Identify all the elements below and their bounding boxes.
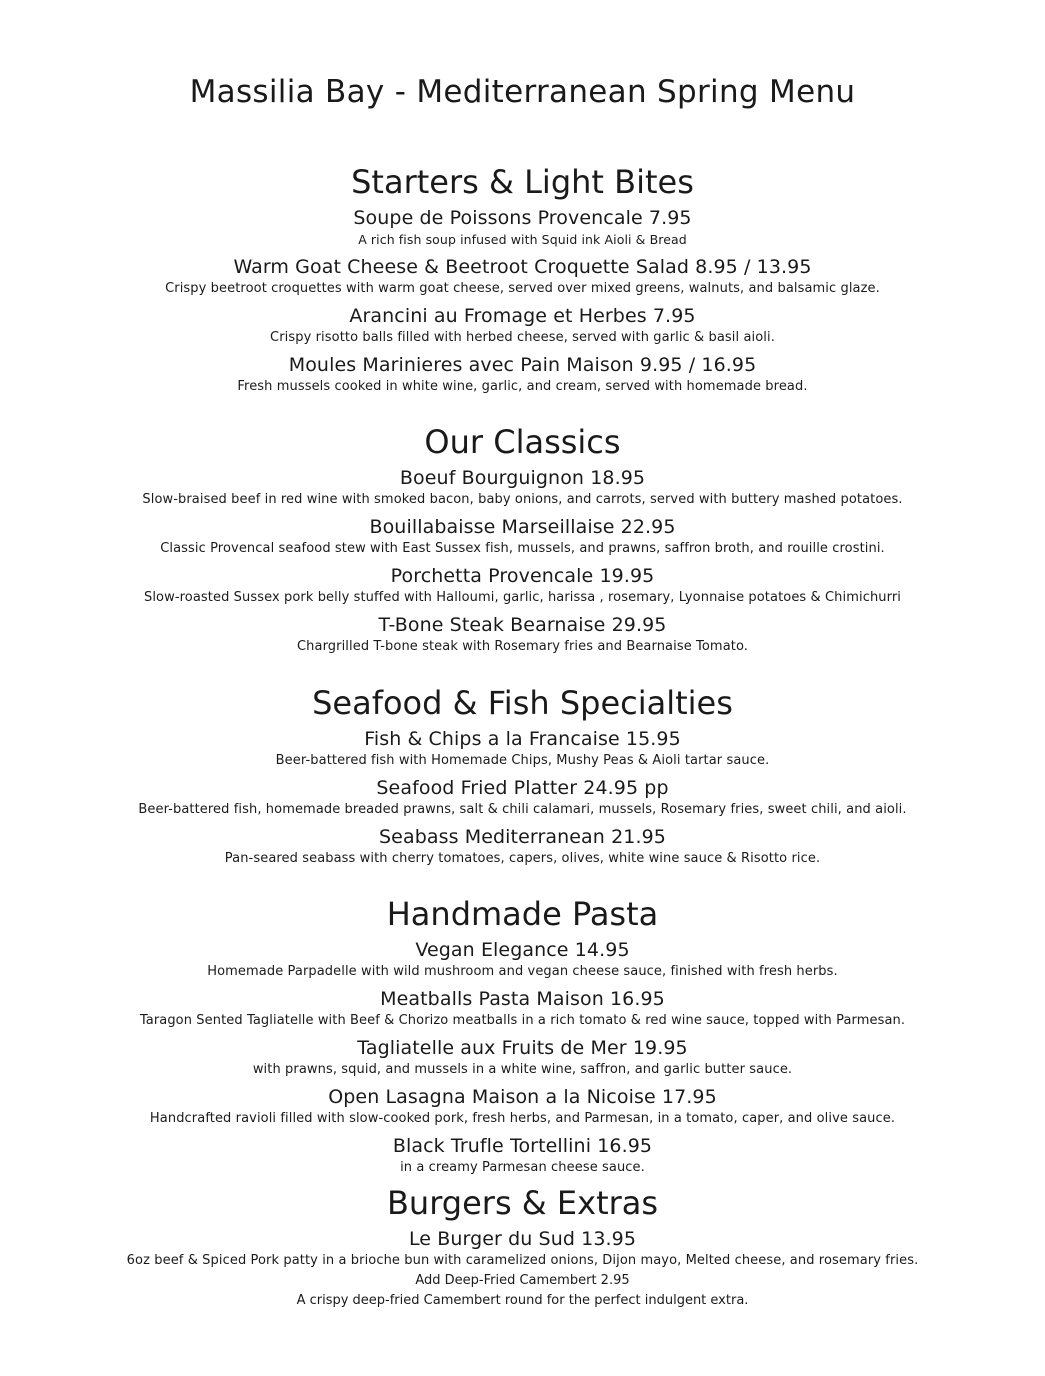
menu-item-description: Beer-battered fish with Homemade Chips, Mushy Peas & Aioli tartar sauce. [275,753,770,768]
menu-item-description: Classic Provencal seafood stew with East Sussex fish, mussels, and prawns, saffron broth, and rouille crostini. [160,541,885,556]
extra-item-description: A crispy deep-fried Camembert round for the perfect indulgent extra. [296,1293,749,1308]
section-heading: Starters & Light Bites [351,163,694,201]
menu-item-name: Fish & Chips a la Francaise 15.95 [364,728,681,750]
menu-item-name: Bouillabaisse Marseillaise 22.95 [369,516,676,538]
menu-item-name: Arancini au Fromage et Herbes 7.95 [349,305,696,327]
menu-item-description: Pan-seared seabass with cherry tomatoes, capers, olives, white wine sauce & Risotto rice. [224,851,821,866]
menu-item-name: T-Bone Steak Bearnaise 29.95 [378,614,667,636]
menu-item-description: Beer-battered fish, homemade breaded prawns, salt & chili calamari, mussels, Rosemary fries, sweet chili, and aioli. [138,802,907,817]
menu-item-description: A rich fish soup infused with Squid ink Aioli & Bread [358,232,687,247]
menu-item-name: Open Lasagna Maison a la Nicoise 17.95 [328,1086,717,1108]
menu-item-name: Seafood Fried Platter 24.95 pp [376,777,669,799]
menu-item-name: Porchetta Provencale 19.95 [390,565,655,587]
section-seafood [0,683,1045,874]
section-heading: Our Classics [424,423,621,461]
menu-item-description: Slow-braised beef in red wine with smoked bacon, baby onions, and carrots, served with buttery mashed potatoes. [142,492,903,507]
menu-item-description: with prawns, squid, and mussels in a white wine, saffron, and garlic butter sauce. [252,1062,793,1077]
extra-item-name: Add Deep-Fried Camembert 2.95 [415,1273,630,1288]
section-heading: Seafood & Fish Specialties [312,684,733,722]
section-heading: Burgers & Extras [386,1184,659,1222]
menu-item-name: Seabass Mediterranean 21.95 [379,826,666,848]
menu-item-name: Le Burger du Sud 13.95 [408,1228,637,1250]
menu-title: Massilia Bay - Mediterranean Spring Menu [189,74,856,110]
menu-item-description: 6oz beef & Spiced Pork patty in a brioche bun with caramelized onions, Dijon mayo, Melted cheese, and rosemary fries. [126,1253,919,1268]
menu-item-description: Chargrilled T-bone steak with Rosemary fries and Bearnaise Tomato. [296,639,749,654]
section-heading: Handmade Pasta [386,895,659,933]
section-pasta [0,894,1045,1183]
menu-item-name: Boeuf Bourguignon 18.95 [399,467,646,489]
menu-item-name: Meatballs Pasta Maison 16.95 [380,988,665,1010]
menu-item-description: Taragon Sented Tagliatelle with Beef & Chorizo meatballs in a rich tomato & red wine sauce, topped with Parmesan. [139,1013,906,1028]
section-classics [0,422,1045,662]
menu-item-name: Tagliatelle aux Fruits de Mer 19.95 [357,1037,688,1059]
menu-item-description: Slow-roasted Sussex pork belly stuffed with Halloumi, garlic, harissa , rosemary, Lyonnaise potatoes & Chimichurri [143,590,901,605]
menu-item-description: Crispy beetroot croquettes with warm goat cheese, served over mixed greens, walnuts, and balsamic glaze. [165,281,880,296]
menu-item-name: Soupe de Poissons Provencale 7.95 [353,207,692,229]
menu-item-name: Black Trufle Tortellini 16.95 [392,1135,653,1157]
section-burgers [0,1183,1045,1311]
menu-item-description: Handcrafted ravioli filled with slow-cooked pork, fresh herbs, and Parmesan, in a tomato, caper, and olive sauce. [149,1111,896,1126]
section-starters [0,162,1045,402]
menu-item-name: Moules Marinieres avec Pain Maison 9.95 / 16.95 [288,354,757,376]
menu-item-description: Fresh mussels cooked in white wine, garlic, and cream, served with homemade bread. [237,379,808,394]
menu-item-name: Warm Goat Cheese & Beetroot Croquette Salad 8.95 / 13.95 [233,256,812,278]
menu-item-description: in a creamy Parmesan cheese sauce. [400,1160,645,1175]
menu-item-name: Vegan Elegance 14.95 [415,939,630,961]
menu-item-description: Homemade Parpadelle with wild mushroom and vegan cheese sauce, finished with fresh herbs. [207,964,838,979]
menu-item-description: Crispy risotto balls filled with herbed cheese, served with garlic & basil aioli. [270,330,775,345]
